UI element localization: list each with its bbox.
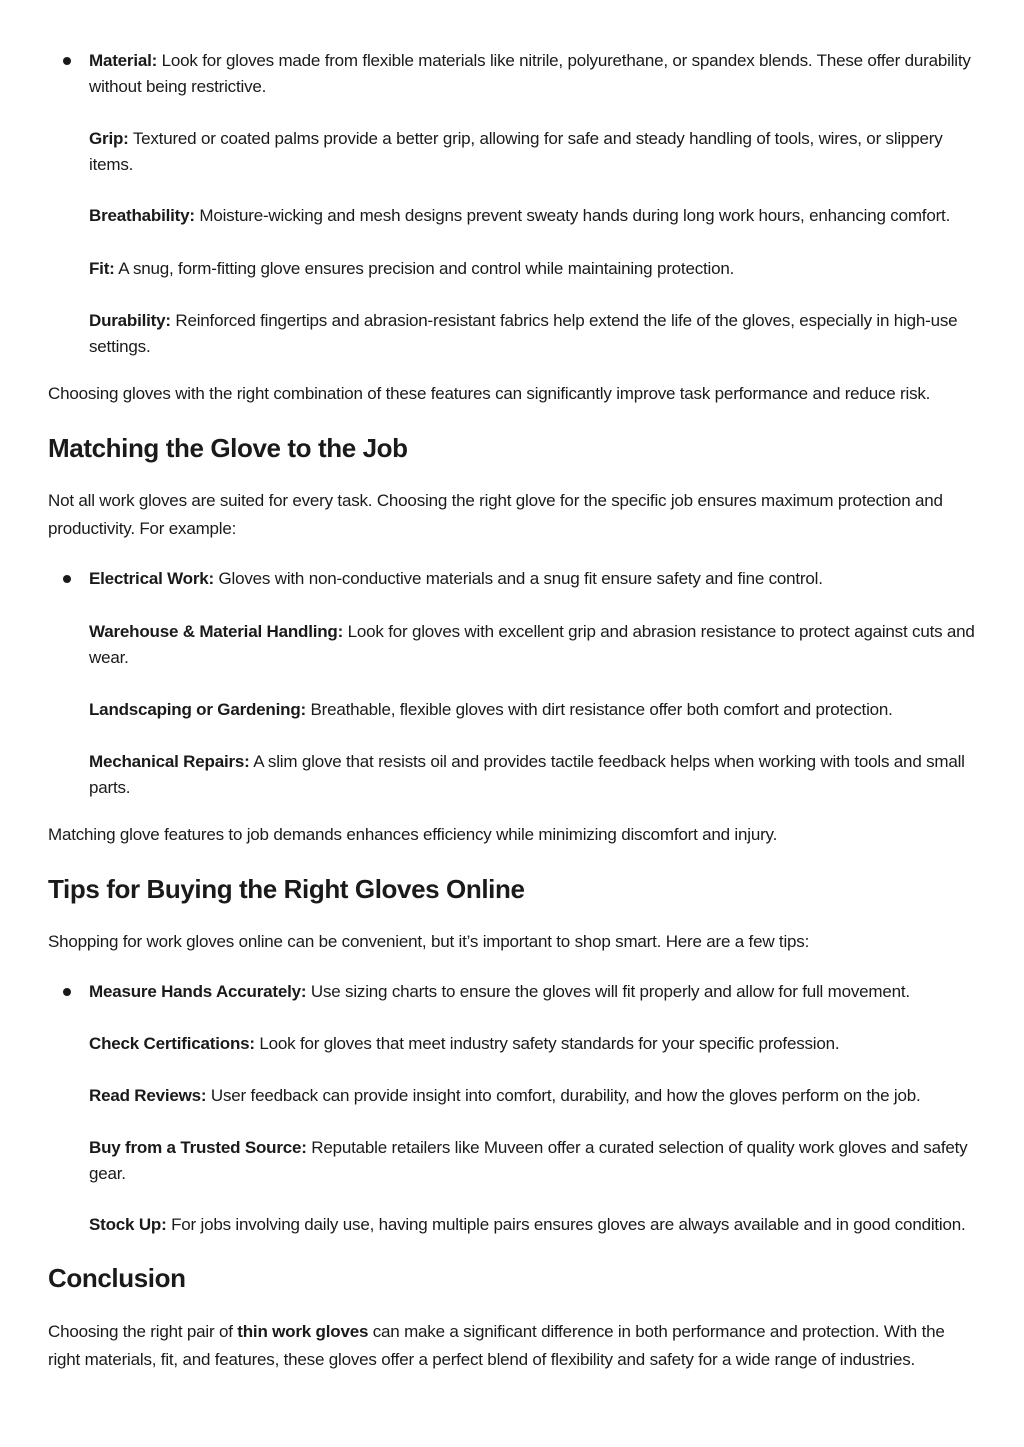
matching-intro-paragraph: Not all work gloves are suited for every task. Choosing the right glove for the specific job ensures maximum protection and productivity. For example: xyxy=(48,491,943,538)
list-item xyxy=(89,308,979,360)
list-item xyxy=(89,697,979,723)
list-bullet xyxy=(63,575,71,583)
item-term: Landscaping or Gardening: xyxy=(89,700,306,719)
item-term: Grip: xyxy=(89,129,129,148)
item-term: Check Certifications: xyxy=(89,1034,255,1053)
list-item xyxy=(89,1031,979,1057)
item-term: Warehouse & Material Handling: xyxy=(89,622,344,641)
item-text: Look for gloves made from flexible materials like nitrile, polyurethane, or spandex blends. These offer durability without being restrictive. xyxy=(89,51,971,96)
item-text: Look for gloves with excellent grip and abrasion resistance to protect against cuts and wear. xyxy=(89,622,975,667)
item-text: User feedback can provide insight into comfort, durability, and how the gloves perform on the job. xyxy=(206,1086,921,1105)
conclusion-keyword: thin work gloves xyxy=(237,1322,369,1341)
item-text: For jobs involving daily use, having multiple pairs ensures gloves are always available and in good condition. xyxy=(166,1215,966,1234)
conclusion-paragraph xyxy=(48,1318,978,1374)
section-heading-tips: Tips for Buying the Right Gloves Online xyxy=(48,874,525,904)
item-term: Buy from a Trusted Source: xyxy=(89,1138,307,1157)
list-item xyxy=(89,1083,979,1109)
item-text: Reputable retailers like Muveen offer a curated selection of quality work gloves and safety gear. xyxy=(89,1138,968,1183)
list-item xyxy=(89,126,979,178)
item-term: Durability: xyxy=(89,311,171,330)
item-text: Textured or coated palms provide a better grip, allowing for safe and steady handling of tools, wires, or slippery items. xyxy=(89,129,943,174)
item-term: Stock Up: xyxy=(89,1215,167,1234)
item-text: Breathable, flexible gloves with dirt resistance offer both comfort and protection. xyxy=(305,700,893,719)
item-text: Use sizing charts to ensure the gloves will fit properly and allow for full movement. xyxy=(306,982,910,1001)
list-item xyxy=(89,979,979,1005)
list-bullet xyxy=(63,57,71,65)
section-heading-matching: Matching the Glove to the Job xyxy=(48,433,408,463)
matching-closing-paragraph: Matching glove features to job demands enhances efficiency while minimizing discomfort and injury. xyxy=(48,825,778,844)
item-text: A slim glove that resists oil and provides tactile feedback helps when working with tools and small parts. xyxy=(89,752,965,797)
list-item xyxy=(89,619,979,671)
list-item xyxy=(89,1212,979,1238)
features-closing-paragraph: Choosing gloves with the right combination of these features can significantly improve task performance and reduce risk. xyxy=(48,384,931,403)
item-text: Look for gloves that meet industry safety standards for your specific profession. xyxy=(254,1034,840,1053)
list-item xyxy=(89,749,979,801)
list-item xyxy=(89,1135,979,1187)
item-term: Electrical Work: xyxy=(89,569,214,588)
conclusion-text-start: Choosing the right pair of xyxy=(48,1322,238,1341)
conclusion-text-end: can make a significant difference in both performance and protection. With the right materials, fit, and features, these gloves offer a perfect blend of flexibility and safety for a wide range of industries. xyxy=(48,1322,945,1369)
list-item xyxy=(89,203,979,229)
item-term: Mechanical Repairs: xyxy=(89,752,250,771)
section-heading-conclusion: Conclusion xyxy=(48,1263,186,1293)
item-text: Moisture-wicking and mesh designs prevent sweaty hands during long work hours, enhancing comfort. xyxy=(194,206,951,225)
item-text: A snug, form-fitting glove ensures precision and control while maintaining protection. xyxy=(114,259,735,278)
list-item xyxy=(89,256,979,282)
list-item xyxy=(89,48,979,100)
item-term: Fit: xyxy=(89,259,115,278)
item-term: Material: xyxy=(89,51,158,70)
list-bullet xyxy=(63,988,71,996)
list-item xyxy=(89,566,979,592)
item-text: Reinforced fingertips and abrasion-resistant fabrics help extend the life of the gloves, especially in high-use settings. xyxy=(89,311,958,356)
item-term: Read Reviews: xyxy=(89,1086,207,1105)
item-term: Breathability: xyxy=(89,206,195,225)
item-text: Gloves with non-conductive materials and a snug fit ensure safety and fine control. xyxy=(213,569,823,588)
tips-intro-paragraph: Shopping for work gloves online can be convenient, but it’s important to shop smart. Here are a few tips: xyxy=(48,932,810,951)
item-term: Measure Hands Accurately: xyxy=(89,982,307,1001)
